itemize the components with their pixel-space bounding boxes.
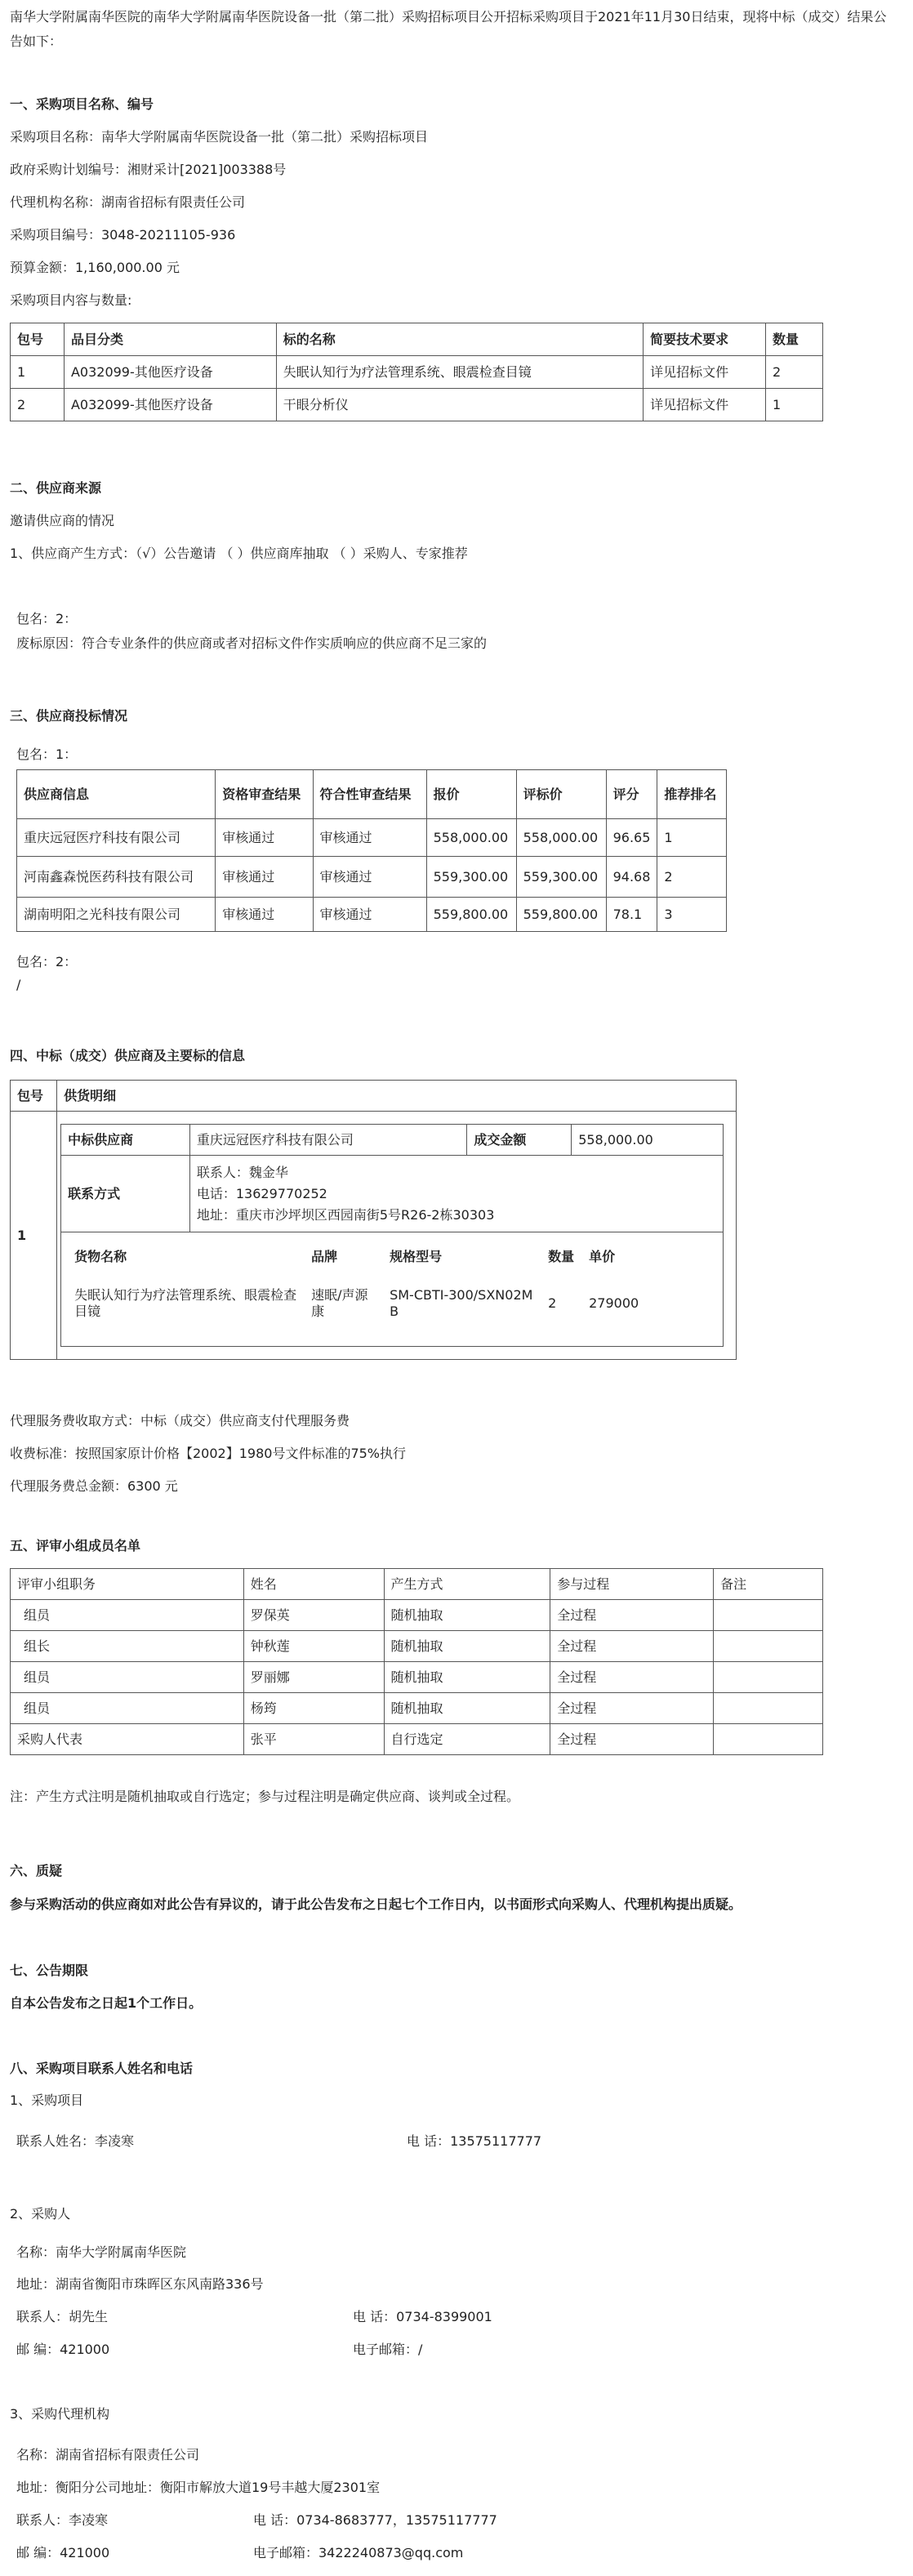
header-cell: 品牌 <box>311 1249 338 1264</box>
table-cell: 558,000.00 <box>426 819 516 857</box>
table-cell: 94.68 <box>606 857 657 898</box>
table-cell: 2 <box>657 857 727 898</box>
table-cell: 组长 <box>11 1631 244 1662</box>
table-cell: 张平 <box>243 1724 384 1755</box>
table-cell: 自行选定 <box>384 1724 550 1755</box>
header-cell: 符合性审查结果 <box>313 770 426 819</box>
table-cell: 2 <box>11 389 65 421</box>
plan-number: 政府采购计划编号：湘财采计[2021]003388号 <box>10 162 287 177</box>
table-cell: 罗丽娜 <box>243 1662 384 1693</box>
table-row <box>11 1631 823 1662</box>
table-row <box>61 1232 724 1347</box>
table-cell: 审核通过 <box>216 819 313 857</box>
contents-label: 采购项目内容与数量: <box>10 292 132 308</box>
table-cell: 559,300.00 <box>426 857 516 898</box>
table-cell: 全过程 <box>550 1662 714 1693</box>
header-cell: 数量 <box>548 1249 575 1264</box>
header-cell: 评分 <box>606 770 657 819</box>
header-cell: 姓名 <box>243 1569 384 1600</box>
supply-detail-table <box>60 1124 724 1347</box>
contact-label: 联系方式 <box>61 1156 190 1232</box>
table-row <box>11 1662 823 1693</box>
winner-label: 中标供应商 <box>61 1125 190 1156</box>
committee-note: 注：产生方式注明是随机抽取或自行选定；参与过程注明是确定供应商、谈判或全过程。 <box>10 1789 520 1804</box>
header-cell: 标的名称 <box>276 323 643 356</box>
table-header-row <box>11 1569 823 1600</box>
table-cell: 1 <box>11 356 65 389</box>
package-2-label: 包名：2： <box>16 611 78 626</box>
agency-phone: 电 话：0734-8683777，13575117777 <box>253 2512 497 2528</box>
table-cell: 组员 <box>11 1600 244 1631</box>
table-row <box>61 1156 724 1232</box>
goods-name: 失眠认知行为疗法管理系统、眼震检查目镜 <box>74 1287 297 1319</box>
amount-label: 成交金额 <box>467 1125 572 1156</box>
project-contact-phone: 电 话：13575117777 <box>407 2133 542 2149</box>
table-cell: 审核通过 <box>313 819 426 857</box>
table-cell: 559,800.00 <box>426 898 516 932</box>
contact-project-heading: 1、采购项目 <box>10 2092 84 2108</box>
package-2-value: / <box>16 977 21 992</box>
table-cell: 杨筠 <box>243 1693 384 1724</box>
table-row <box>11 389 823 421</box>
table-cell: 河南鑫森悦医药科技有限公司 <box>17 857 216 898</box>
table-cell: 1 <box>766 389 823 421</box>
contact-info <box>189 1156 723 1232</box>
fee-standard: 收费标准：按照国家原计价格【2002】1980号文件标准的75%执行 <box>10 1446 407 1461</box>
section-2-title: 二、供应商来源 <box>10 480 102 496</box>
goods-unit-price: 279000 <box>589 1295 639 1311</box>
contact-phone: 电话：13629770252 <box>196 1185 327 1201</box>
table-row <box>17 898 727 932</box>
table-cell: 559,300.00 <box>516 857 606 898</box>
table-cell: 审核通过 <box>313 857 426 898</box>
table-row <box>11 1600 823 1631</box>
table-cell <box>714 1600 823 1631</box>
header-cell: 资格审查结果 <box>216 770 313 819</box>
table-cell <box>714 1631 823 1662</box>
table-cell <box>714 1693 823 1724</box>
goods-cell <box>61 1232 724 1347</box>
header-cell: 货物名称 <box>74 1249 127 1264</box>
table-cell: 全过程 <box>550 1631 714 1662</box>
table-cell: 3 <box>657 898 727 932</box>
purchaser-zip: 邮 编：421000 <box>16 2342 110 2357</box>
table-cell: 审核通过 <box>216 898 313 932</box>
supplier-method: 1、供应商产生方式：（√）公告邀请 （ ）供应商库抽取 （ ）采购人、专家推荐 <box>10 546 468 561</box>
section-3-title: 三、供应商投标情况 <box>10 708 128 724</box>
section-1-title: 一、采购项目名称、编号 <box>10 96 154 112</box>
contact-person: 联系人：魏金华 <box>196 1164 288 1180</box>
project-items-table <box>10 323 823 421</box>
objection-text: 参与采购活动的供应商如对此公告有异议的，请于此公告发布之日起七个工作日内，以书面形式向采购人、代理机构提出质疑。 <box>10 1896 742 1912</box>
project-name: 采购项目名称：南华大学附属南华医院设备一批（第二批）采购招标项目 <box>10 129 429 145</box>
header-cell: 数量 <box>766 323 823 356</box>
table-cell: 湖南明阳之光科技有限公司 <box>17 898 216 932</box>
contact-address: 地址：重庆市沙坪坝区西园南街5号R26-2栋30303 <box>196 1206 495 1223</box>
project-number: 采购项目编号：3048-20211105-936 <box>10 227 236 243</box>
header-cell: 单价 <box>589 1249 616 1264</box>
header-cell: 评审小组职务 <box>11 1569 244 1600</box>
table-row <box>17 857 727 898</box>
table-cell: 559,800.00 <box>516 898 606 932</box>
agency-address: 地址：衡阳分公司地址：衡阳市解放大道19号丰越大厦2301室 <box>16 2480 381 2495</box>
table-row <box>11 356 823 389</box>
purchaser-phone: 电 话：0734-8399001 <box>353 2309 492 2324</box>
purchaser-email: 电子邮箱：/ <box>353 2342 423 2357</box>
header-cell: 简要技术要求 <box>644 323 766 356</box>
header-cell: 评标价 <box>516 770 606 819</box>
package-1-label: 包名：1： <box>16 747 78 762</box>
table-cell: 78.1 <box>606 898 657 932</box>
table-header-row <box>11 323 823 356</box>
table-header-row <box>17 770 727 819</box>
package-2-label: 包名：2： <box>16 954 78 969</box>
table-cell: 干眼分析仪 <box>276 389 643 421</box>
table-cell: 随机抽取 <box>384 1631 550 1662</box>
agency-email: 电子邮箱：3422240873@qq.com <box>253 2545 464 2560</box>
bid-table <box>16 769 727 932</box>
invite-label: 邀请供应商的情况 <box>10 513 115 528</box>
purchaser-name: 名称：南华大学附属南华医院 <box>16 2244 187 2260</box>
project-contact-name: 联系人姓名：李凌寒 <box>16 2133 135 2149</box>
table-cell: 随机抽取 <box>384 1600 550 1631</box>
table-cell: 钟秋莲 <box>243 1631 384 1662</box>
agency-zip: 邮 编：421000 <box>16 2545 110 2560</box>
table-cell: 全过程 <box>550 1693 714 1724</box>
table-cell <box>714 1662 823 1693</box>
goods-row <box>68 1277 713 1330</box>
table-cell: 1 <box>657 819 727 857</box>
table-cell: 随机抽取 <box>384 1662 550 1693</box>
table-cell: 采购人代表 <box>11 1724 244 1755</box>
goods-table <box>68 1237 713 1330</box>
goods-header-row <box>68 1237 713 1277</box>
table-cell: 随机抽取 <box>384 1693 550 1724</box>
committee-table <box>10 1568 823 1755</box>
table-cell: 重庆远冠医疗科技有限公司 <box>17 819 216 857</box>
table-cell: 96.65 <box>606 819 657 857</box>
table-cell: 2 <box>766 356 823 389</box>
header-cell: 产生方式 <box>384 1569 550 1600</box>
table-cell: 组员 <box>11 1662 244 1693</box>
section-7-title: 七、公告期限 <box>10 1963 89 1978</box>
table-cell: 审核通过 <box>216 857 313 898</box>
table-row <box>17 819 727 857</box>
table-cell: 组员 <box>11 1693 244 1724</box>
table-row <box>11 1112 737 1360</box>
table-cell: 全过程 <box>550 1724 714 1755</box>
goods-brand: 速眠/声源康 <box>311 1287 368 1319</box>
table-cell: 失眠认知行为疗法管理系统、眼震检查目镜 <box>276 356 643 389</box>
table-row <box>11 1724 823 1755</box>
table-cell: 558,000.00 <box>516 819 606 857</box>
header-cell: 包号 <box>11 1081 57 1112</box>
goods-model: SM-CBTI-300/SXN02MB <box>390 1287 533 1319</box>
section-8-title: 八、采购项目联系人姓名和电话 <box>10 2061 194 2076</box>
fee-total: 代理服务费总金额：6300 元 <box>10 1478 178 1494</box>
header-cell: 推荐排名 <box>657 770 727 819</box>
section-4-title: 四、中标（成交）供应商及主要标的信息 <box>10 1048 246 1063</box>
table-cell: A032099-其他医疗设备 <box>64 356 276 389</box>
supply-detail-cell <box>57 1112 737 1360</box>
winner-name: 重庆远冠医疗科技有限公司 <box>189 1125 466 1156</box>
table-row <box>11 1693 823 1724</box>
table-cell: 审核通过 <box>313 898 426 932</box>
table-header-row <box>11 1081 737 1112</box>
header-cell: 供货明细 <box>57 1081 737 1112</box>
header-cell: 报价 <box>426 770 516 819</box>
section-5-title: 五、评审小组成员名单 <box>10 1538 141 1553</box>
header-cell: 供应商信息 <box>17 770 216 819</box>
section-6-title: 六、质疑 <box>10 1863 63 1879</box>
purchaser-contact: 联系人：胡先生 <box>16 2309 109 2324</box>
header-cell: 参与过程 <box>550 1569 714 1600</box>
fee-method: 代理服务费收取方式：中标（成交）供应商支付代理服务费 <box>10 1413 350 1428</box>
header-cell: 备注 <box>714 1569 823 1600</box>
header-cell: 包号 <box>11 323 65 356</box>
agency-contact-person: 联系人：李凌寒 <box>16 2512 109 2528</box>
table-cell: A032099-其他医疗设备 <box>64 389 276 421</box>
table-cell <box>714 1724 823 1755</box>
award-table <box>10 1080 737 1360</box>
amount-value: 558,000.00 <box>572 1125 724 1156</box>
header-cell: 品目分类 <box>64 323 276 356</box>
table-cell: 详见招标文件 <box>644 389 766 421</box>
agency-name: 代理机构名称：湖南省招标有限责任公司 <box>10 194 246 210</box>
table-cell: 全过程 <box>550 1600 714 1631</box>
table-cell: 罗保英 <box>243 1600 384 1631</box>
purchaser-address: 地址：湖南省衡阳市珠晖区东风南路336号 <box>16 2276 264 2292</box>
goods-quantity: 2 <box>548 1295 557 1311</box>
agency-contact-name: 名称：湖南省招标有限责任公司 <box>16 2447 200 2462</box>
purchaser-heading: 2、采购人 <box>10 2206 71 2222</box>
table-cell: 详见招标文件 <box>644 356 766 389</box>
header-cell: 规格型号 <box>390 1249 443 1264</box>
budget-amount: 预算金额：1,160,000.00 元 <box>10 260 180 275</box>
package-number: 1 <box>11 1112 57 1360</box>
table-row <box>61 1125 724 1156</box>
intro-text: 南华大学附属南华医院的南华大学附属南华医院设备一批（第二批）采购招标项目公开招标采购项目于2021年11月30日结束，现将中标（成交）结果公告如下： <box>10 9 887 49</box>
agency-heading: 3、采购代理机构 <box>10 2406 110 2422</box>
cancel-reason: 废标原因：符合专业条件的供应商或者对招标文件作实质响应的供应商不足三家的 <box>16 635 488 651</box>
notice-period-text: 自本公告发布之日起1个工作日。 <box>10 1995 203 2011</box>
